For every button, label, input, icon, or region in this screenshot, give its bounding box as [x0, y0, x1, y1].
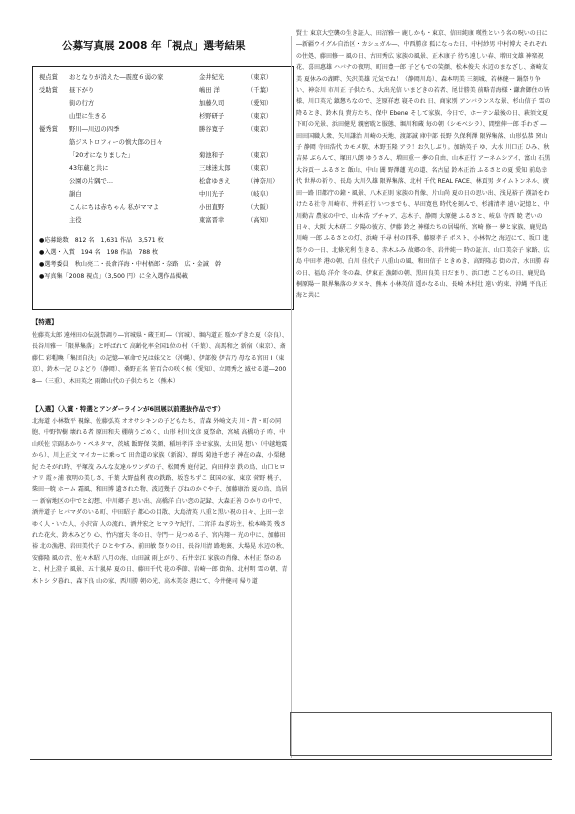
award-work: こんにちは赤ちゃん 私がママよ [69, 204, 160, 211]
award-name: 三球迷太郎 [199, 165, 231, 172]
award-name: 中川光子 [199, 191, 225, 198]
publisher-box [290, 712, 552, 756]
award-pref: （東京） [247, 74, 273, 81]
award-pref: （愛知） [247, 100, 273, 107]
stat-judges: ●選考委員 秋山亮二・長倉洋海・中村梧郎・奈路 広・金誠 幹 [39, 261, 222, 268]
award-category: 視点賞 [39, 74, 58, 81]
award-row [37, 136, 291, 149]
award-work: 昼下がり [69, 87, 95, 94]
award-pref: （高知） [247, 217, 273, 224]
stat-photobook: ●写真集「2008 視点」（3,500 円）に全入選作品掲載 [39, 273, 188, 280]
award-work: 街の行方 [69, 100, 95, 107]
entries-heading: 【入選】（入賞・特選とアンダーラインが6回展以前選抜作品です） [32, 405, 225, 413]
award-name: 松倉ゆきえ [199, 178, 231, 185]
award-pref: （千葉） [247, 87, 273, 94]
award-pref: （東京） [247, 126, 273, 133]
award-row [37, 188, 291, 201]
right-column-text: 賢士 東京大空襲の生き証人、田沼雅一 鹿しかも・東京、信田純康 嘆性という名の呪いの日に―新疆ウイグル自治区・カシュガル―、中西勝彦 狐になった日、中村紗男 中村博大 それぞれの住処、藤田修一 風の日、古田秀広 家族の風景、正木康子 待ち遠しい春、増田文雄 神楽祝花、喜田惠雄 ハバナの夜明、町田豊一郎 子どもでの笑顔、松本俊夫 水辺のまなざし、斎崎友美 夏休みの湖畔、矢沢美雄 元気でね！（静岡川島）、森本明美 三刻城、若林健一 鍋祭り争い、神奈川 市川正 子供たち、大出光信 いまどきの若者、尾廿勝美 前略青海様・鎌倉御住の皆様、川口英元 鎮懇ちなので、芝原祥恵 寝そのれ 日、商家別 アンバランスな景、杉山信子 雪の降るとき、鈴木良 貴方たち、保中 Ebene そして家族、今日で、ホーテン最後の日、萩須文夏 下町の光景、浜田健児 親密耽と服態、堀川和蔵 毎の朝（シモベシラ）、間壁伸一郎 手わざ ―田田国職人衆、矢川謙治 川崎の天地、渡部誠 庫中部 長野 久保利澤 限界集落、山形弘恭 窯山子 静岡 寺田浩代 カモメ駅、木野玉隆 アラ！お久しぶり。加納英子 ゆ、大水 川口正 ひみ、秋吉昇 ぶらんて、塚田八朗 ゆうさん、増田重一 夢の自由、山本正行 アーネムシアイ、富山 石黒 大谷貢一 ふるさと 飯山、中山 闇 野澤蓮 光の道、名古屋 鈴木正治 ふるさとの夏 愛知 前島幸代 世界の祈り、長島 大川久雄 限界集落、北村 千代 REAL FACE、林貢男 タイムトンネル、廣田一路 旧都庁の鐘・風景、八木正則 家族の肖像、片山尚 夏の日の思い出、浅見裕子 漢語をわけたる社寺 川崎市、井料正行 いつまでも、早田寛也 時代を刻んで、杉浦清孝 遠い記憶と、中川勤吉 農家の中で、山本浩 ブチャア、志木子、静岡 大原健 ふるさと、岐阜 寺西 暁 老いの日々、大阪 大木研二 夕陽の彼方、伊藤 鈴之 神様たちの居場所、宮崎 修一 夢と家族、鹿児島 川崎 一郎 ふるさとの灯、浜崎 千尋 村の四季、藤原孝子 ポスト、小林智之 海辺にて、坂口 進 祭りの一日、北條光利 生きる、赤木ふみ 故郷の冬、岩井純一 時の証言、山口美奈子 家路、広島 中田孝 港の朝、白川 佳代子 八重山の風、和田信子 ときめき、高野隆志 街の音、水田勝 春の日、福島 洋介 冬の森、伊東正 漁師の朝、黒田良美 日だまり、浜口恵 こどもの日、鹿児島 桐原陽一 限界集落のタヌキ、熊本 小林英信 遥かなる山、長崎 木村壮 遠い約束、沖縄 平良正 海と共に [296, 30, 551, 300]
award-work: 筋ジストロフィーの慎大郎の日々 [69, 139, 163, 146]
award-work: 韻白 [69, 191, 82, 198]
award-work: 「20才になりました」 [69, 152, 134, 159]
award-row [37, 110, 291, 123]
award-work: 野川―川辺の四季 [69, 126, 120, 133]
stat-total: ●応募総数 812 名 1,631 作品 3,571 枚 [39, 237, 164, 244]
award-pref: （岐阜） [247, 191, 273, 198]
award-row [37, 162, 291, 175]
award-row [37, 175, 291, 188]
results-box [32, 66, 294, 310]
award-name: 勝谷寛子 [199, 126, 225, 133]
entries-text: 北海道 小林数平 視線、佐藤弘英 オオサシキンの子どもたち、青森 外崎文夫 川・昔・町の同胞、中野智樹 壊れる者 原田和夫 棚萌うごめく、山形 村川文彦 夏祭命、宮城 高橋功子 昨、中山咲佐 宗副あかり・ペネタマ、茨城 飯野保 笑顔、稲垣孝洋 幸せ家族、太田晃 想い（中越地震から）、川上正文 マイカーに乗って 田舎道の家族（新潟）、群馬 菊池千恵子 神在の森、小栗穂紀 たそがれ時、平塚茂 みんな友達ルワンダの子、松岡秀 庭付記、向田伸幸 鉄の鳥、山口ヒロナリ 霞ヶ浦 夜明の美しさ、千葉 大野益利 夜の鉄路、坂巻ちずこ 貧国の家、東京 菅野 桃子、柴田一暁 ホーム 霜風、和田博 遺された物、波辺幾子 ぴねのかぐや子、加藤康治 夏の鳥、鳥居一 新宿地区の中でと幻想、中川郷子 思い出、高橋洋 白い恋の記録、大森正善 ひかりの中で、酒井道子 ヒバマダのいる町、中田昭子 都心の目散、大島清英 八重と黒い祝の日々、上田一幸 ゆく人・いた人、小沢宙 人の流れ、酒井宏之 ヒマラヤ紀行、二宮洋 ねぎ坊主、松本峰美 残された花火、鈴木みどり 心、竹内富夫 冬の日、寺門一 見つめる子、宮内翔一 光の中に、加藤田裕 北の漁港、岩田美代子 ひとやすみ、前田敏 祭りの日、長谷川清 路地裏、大場晃 水辺の秋、安藤隆 風の音、佐々木昭 八月の海、山田誠 雨上がり、石井幸江 家族の肖像、木村正 祭のあと、村上澄子 風景、五十嵐昇 夏の日、藤田千代 花の季節、岩崎一郎 街角、北村明 雪の朝、青木トシ 夕暮れ、森下良 山の家、西川勝 朝の光、高木美奈 港にて、今井健司 帰り道 [32, 418, 288, 585]
award-category: 優秀賞 [39, 126, 58, 133]
award-name: 加藤久司 [199, 100, 225, 107]
award-pref: （東京） [247, 113, 273, 120]
award-row [37, 149, 291, 162]
award-pref: （東京） [247, 152, 273, 159]
award-name: 嶋田 洋 [199, 87, 220, 94]
award-work: 山里に生きる [69, 113, 107, 120]
award-row [37, 214, 291, 227]
award-work: 主役 [69, 217, 82, 224]
award-work: 43年蔵と共に [69, 165, 109, 172]
award-name: 小田直野 [199, 204, 225, 211]
award-category: 受助賞 [39, 87, 58, 94]
stat-selected: ●入選・入賞 194 名 198 作品 788 枚 [39, 249, 159, 256]
award-row [37, 71, 291, 84]
tour-schedule [30, 759, 552, 796]
award-name: 金井紀光 [199, 74, 225, 81]
award-row [37, 84, 291, 97]
award-pref: （大阪） [247, 204, 273, 211]
page-title: 公募写真展 2008 年「視点」選考結果 [62, 40, 246, 52]
column-divider [291, 36, 292, 758]
award-row [37, 201, 291, 214]
award-pref: （東京） [247, 165, 273, 172]
award-name: 菊池和子 [199, 152, 225, 159]
award-row [37, 123, 291, 136]
award-pref: （神奈川） [247, 178, 279, 185]
special-heading: 【特選】 [32, 318, 58, 326]
award-name: 東富晋幸 [199, 217, 225, 224]
award-name: 杉野研子 [199, 113, 225, 120]
award-work: おとなりが消えた―震度６弱の家 [69, 74, 164, 81]
award-row [37, 97, 291, 110]
award-work: 公園の片隅で… [69, 178, 114, 185]
special-text: 佐藤英太郎 遠州田の伝説祭調り―宮城県・蔵王町―（宮城）、堀内道正 駈かずきた夏（奈良）、長谷川雅一「限界集落」と呼ばれて 高齢化率全国1位の村（千葉）、高馬和之 新宿（東京）、斎藤仁 彩帽喚「集団自決」の記憶―軍命で兄は妹父と（沖縄）、伊部俊 伊吉乃 母なる宮田 I（東京）、鈴木一記 ひよどり（静岡）、桑野正名 笹百合の咲く候（愛知）、立岡秀之 滅せる道―2008―（三重）、木田英之 雨飾山代の子供たちと（熊本） [32, 332, 288, 385]
